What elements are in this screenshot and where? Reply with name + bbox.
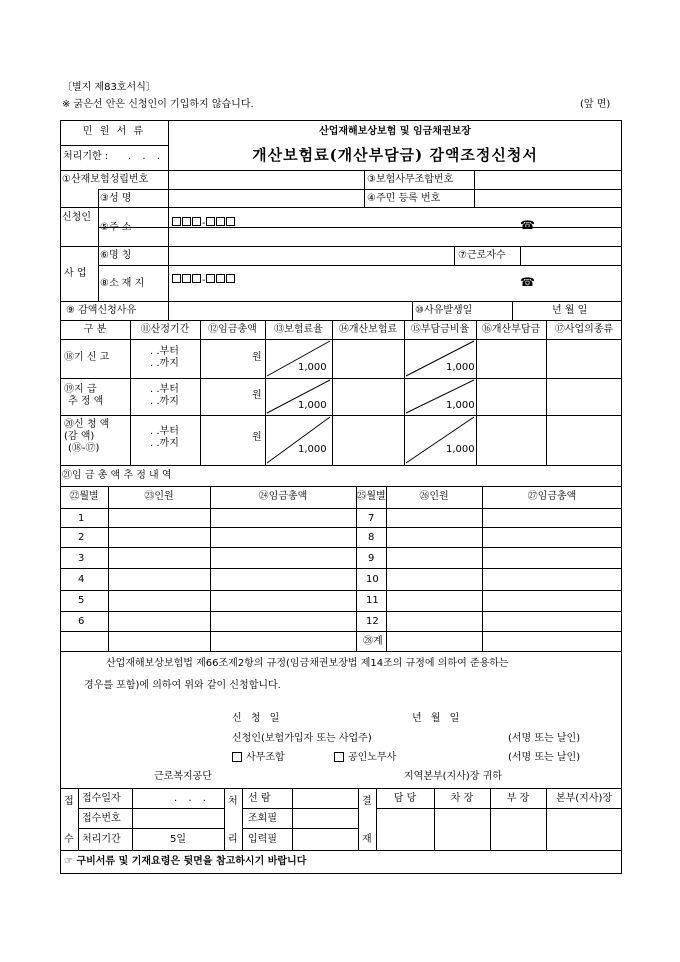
row-paid-label1: ⑲지 급 xyxy=(64,384,97,395)
row-reported: ⑱기 신 고 xyxy=(64,352,110,363)
won-unit: 원 xyxy=(252,352,262,363)
ratio-denominator: 1,000 xyxy=(446,400,475,411)
wage-header-total-right: ㉗임금총액 xyxy=(527,491,577,502)
occurrence-date: 년 월 일 xyxy=(552,305,588,316)
process-period-value: 5일 xyxy=(170,834,187,845)
page-side: (앞 면) xyxy=(580,99,611,110)
period-to: . .까지 xyxy=(150,438,179,449)
reception-label-top: 접 xyxy=(64,796,74,807)
period-from: . .부터 xyxy=(150,384,179,395)
wage-header-people: ㉓인원 xyxy=(144,491,174,502)
postcode-boxes[interactable]: - xyxy=(172,211,236,230)
occurrence-label: ⑩사유발생일 xyxy=(415,305,473,316)
receive-date-value: . . . xyxy=(174,793,210,804)
month-3: 3 xyxy=(78,553,85,564)
signature-note-2: (서명 또는 날인) xyxy=(508,752,581,763)
receive-date-label: 접수일자 xyxy=(82,793,121,804)
role-manager: 부 장 xyxy=(506,793,530,804)
location-postcode-boxes[interactable]: - xyxy=(172,268,236,287)
deadline-label: 처리기한 : xyxy=(63,151,109,162)
doc-label: 민 원 서 류 xyxy=(82,126,146,137)
application-date-label: 신 청 일 xyxy=(232,713,283,724)
rate-denominator: 1,000 xyxy=(298,400,327,411)
calc-header-levy: ⑯개산부담금 xyxy=(481,324,541,335)
declaration-line2: 경우를 포함)에 의하여 위와 같이 신청합니다. xyxy=(84,680,281,691)
reg-no-label: ①산재보험성립번호 xyxy=(62,174,149,185)
period-from: . .부터 xyxy=(150,346,179,357)
calc-header-biz-type: ⑰사업의종류 xyxy=(554,324,614,335)
role-head: 본부(지사)장 xyxy=(555,793,613,804)
ratio-denominator: 1,000 xyxy=(446,362,475,373)
option-office-assoc[interactable]: 사무조합 xyxy=(232,752,285,764)
row-request-label2: (감 액) xyxy=(64,431,95,442)
address-label: ⑤주 소 xyxy=(100,222,132,233)
period-to: . .까지 xyxy=(150,358,179,369)
approval-label-top: 결 xyxy=(362,796,372,807)
checkbox-icon[interactable] xyxy=(334,752,344,762)
wage-header-total: ㉔임금총액 xyxy=(258,491,308,502)
calc-header-category: 구 분 xyxy=(83,324,107,335)
agency-name: 근로복지공단 xyxy=(154,771,212,782)
calc-header-period: ⑪산정기간 xyxy=(140,324,190,335)
name-label: ③성 명 xyxy=(100,193,132,204)
biz-name-label: ⑥명 칭 xyxy=(100,250,132,261)
month-4: 4 xyxy=(78,574,85,585)
month-7: 7 xyxy=(368,513,375,524)
calc-header-premium: ⑭개산보험료 xyxy=(338,324,398,335)
calc-header-wage: ⑫임금총액 xyxy=(208,324,257,335)
month-1: 1 xyxy=(78,513,85,524)
assoc-no-label: ③보험사무조합번호 xyxy=(367,174,454,185)
option-labor-attorney[interactable]: 공인노무사 xyxy=(334,752,396,764)
row-paid-label2: 추 정 액 xyxy=(68,396,104,407)
phone-icon: ☎ xyxy=(520,275,535,289)
rate-denominator: 1,000 xyxy=(298,444,327,455)
workers-label: ⑦근로자수 xyxy=(458,250,506,261)
process-label-top: 처 xyxy=(228,796,238,807)
applicant-label: 신청인 xyxy=(62,212,91,223)
approval-label-bottom: 재 xyxy=(362,834,372,845)
calc-header-rate: ⑬보험료율 xyxy=(274,324,323,335)
phone-icon: ☎ xyxy=(520,218,535,232)
form-title: 개산보험료(개산부담금) 감액조정신청서 xyxy=(252,146,538,164)
row-request-label3: (⑱-⑰) xyxy=(68,443,100,454)
declaration-line1: 산업재해보상보험법 제66조제2항의 규정(임금채권보장법 제14조의 규정에 의하여 준용하는 xyxy=(106,658,509,669)
input-label: 입력필 xyxy=(248,834,277,845)
month-6: 6 xyxy=(78,616,85,627)
wage-header-people-right: ㉖인원 xyxy=(419,491,449,502)
deadline-value: . . . xyxy=(128,151,164,162)
month-12: 12 xyxy=(366,616,379,627)
business-label: 사 업 xyxy=(64,268,87,279)
wage-header-month: ㉒월별 xyxy=(69,491,99,502)
reason-label: ⑨ 감액신청사유 xyxy=(66,305,137,316)
row-request-label1: ⑳신 청 액 xyxy=(64,419,110,430)
location-label: ⑧소 재 지 xyxy=(100,278,145,289)
process-label-bottom: 리 xyxy=(228,834,238,845)
checkbox-icon[interactable] xyxy=(232,752,242,762)
period-from: . .부터 xyxy=(150,426,179,437)
ratio-denominator: 1,000 xyxy=(446,444,475,455)
month-11: 11 xyxy=(366,595,379,606)
application-date-value: 년 월 일 xyxy=(412,713,463,724)
wage-section-title: ㉑임 금 총 액 추 정 내 역 xyxy=(62,470,172,481)
role-staff: 담 당 xyxy=(393,793,417,804)
wage-header-month-right: ㉕월별 xyxy=(356,491,386,502)
receive-no-label: 접수번호 xyxy=(82,813,121,824)
notice-text: ※ 굵은선 안은 신청인이 기입하지 않습니다. xyxy=(62,99,254,110)
footer-note: ☞ 구비서류 및 기재요령은 뒷면을 참고하시기 바랍니다 xyxy=(64,856,307,867)
period-to: . .까지 xyxy=(150,396,179,407)
reception-label-bottom: 수 xyxy=(64,834,74,845)
resident-no-label: ④주민 등록 번호 xyxy=(367,193,441,204)
month-9: 9 xyxy=(368,553,375,564)
rate-denominator: 1,000 xyxy=(298,362,327,373)
signature-note-1: (서명 또는 날인) xyxy=(508,733,581,744)
process-period-label: 처리기간 xyxy=(82,834,121,845)
won-unit: 원 xyxy=(252,432,262,443)
inquiry-label: 조회필 xyxy=(248,813,277,824)
role-deputy: 차 장 xyxy=(450,793,474,804)
form-number: 〔별지 제83호서식〕 xyxy=(62,82,156,93)
applicant-signature-label: 신청인(보험가입자 또는 사업주) xyxy=(232,733,372,744)
wage-total-label: ㉘계 xyxy=(363,636,383,647)
form-subtitle: 산업재해보상보험 및 임금채권보장 xyxy=(319,126,471,137)
month-5: 5 xyxy=(78,595,85,606)
month-10: 10 xyxy=(366,574,379,585)
recipient: 지역본부(지사)장 귀하 xyxy=(404,771,502,782)
month-2: 2 xyxy=(78,532,85,543)
calc-header-ratio: ⑮부담금비율 xyxy=(410,324,470,335)
won-unit: 원 xyxy=(252,390,262,401)
view-label: 선 람 xyxy=(248,793,271,804)
month-8: 8 xyxy=(368,532,375,543)
